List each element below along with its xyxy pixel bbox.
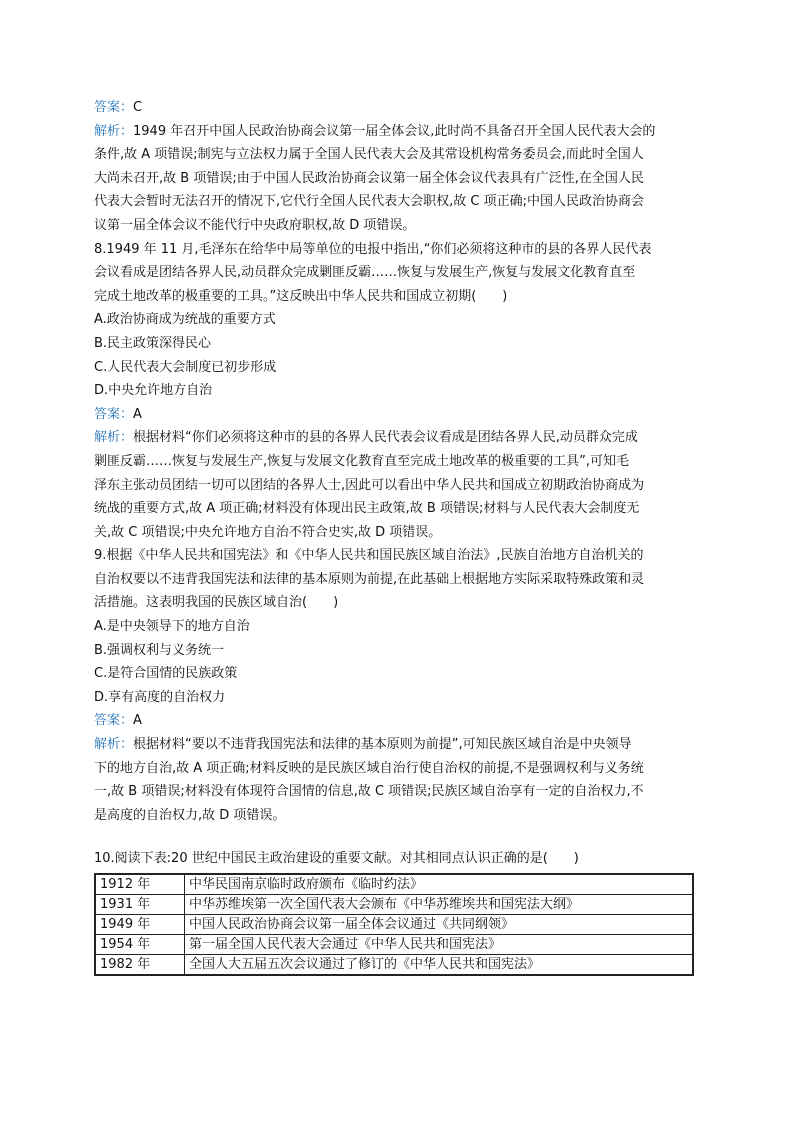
analysis-label: 解析：: [94, 737, 134, 753]
table-cell-event: 中国人民政治协商会议第一届全体会议通过《共同纲领》: [185, 915, 694, 935]
q9-answer: [94, 709, 700, 733]
q7-analysis-line: 条件,故 A 项错误;制宪与立法权力属于全国人民代表大会及其常设机构常务委员会,而此时全国人: [94, 147, 644, 163]
q9-analysis-line: 是高度的自治权力,故 D 项错误。: [94, 807, 286, 823]
q9-analysis-line: 解析：根据材料“要以不违背我国宪法和法律的基本原则为前提”,可知民族区域自治是中央领导: [94, 737, 632, 753]
analysis-label: 解析：: [94, 430, 134, 446]
table-cell-event: 中华民国南京临时政府颁布《临时约法》: [185, 874, 694, 895]
q8-option-c: C.人民代表大会制度已初步形成: [94, 359, 277, 375]
q9-option-c: C.是符合国情的民族政策: [94, 666, 238, 682]
q9-option-d: D.享有高度的自治权力: [94, 689, 226, 705]
q9-analysis-line: 下的地方自治,故 A 项正确;材料反映的是民族区域自治行使自治权的前提,不是强调权利与义务统: [94, 760, 644, 776]
q8-option-d: D.中央允许地方自治: [94, 383, 213, 399]
q9-option-b: B.强调权利与义务统一: [94, 642, 225, 658]
q9-stem-line: 自治权要以不违背我国宪法和法律的基本原则为前提,在此基础上根据地方实际采取特殊政策和灵: [94, 571, 645, 587]
q8-answer: [94, 403, 700, 427]
q8-analysis-line: 统战的重要方式,故 A 项正确;材料没有体现出民主政策,故 B 项错误;材料与人民代表大会制度无: [94, 501, 640, 517]
table-cell-year: 1912 年: [95, 874, 185, 895]
q9-option-a: A.是中央领导下的地方自治: [94, 619, 250, 635]
table-row: [95, 895, 693, 915]
answer-label: 答案：: [94, 406, 134, 422]
table-row: [95, 935, 693, 955]
table-cell-year: 1949 年: [95, 915, 185, 935]
table-row: [95, 874, 693, 895]
table-cell-year: 1982 年: [95, 955, 185, 976]
analysis-label: 解析：: [94, 123, 134, 139]
answer-label: 答案：: [94, 100, 134, 115]
q7-analysis-line: 解析：1949 年召开中国人民政治协商会议第一届全体会议,此时尚不具备召开全国人民代表大会的: [94, 123, 656, 139]
table-row: [95, 955, 693, 976]
q8-analysis-line: 解析：根据材料“你们必须将这种市的县的各界人民代表会议看成是团结各界人民,动员群众完成: [94, 430, 638, 446]
q7-analysis-line: 大尚未召开,故 B 项错误;由于中国人民政治协商会议第一届全体会议代表具有广泛性,在全国人民: [94, 170, 644, 186]
q8-stem-line: 8.1949 年 11 月,毛泽东在给华中局等单位的电报中指出,“你们必须将这种市的县的各界人民代表: [94, 241, 652, 257]
table-cell-event: 全国人大五届五次会议通过了修订的《中华人民共和国宪法》: [185, 955, 694, 976]
answer-value: A: [133, 406, 142, 422]
q7-answer: [94, 96, 700, 120]
q8-option-a: A.政治协商成为统战的重要方式: [94, 312, 276, 328]
q9-stem-line: 9.根据《中华人民共和国宪法》和《中华人民共和国民族区域自治法》,民族自治地方自治机关的: [94, 548, 644, 564]
table-cell-year: 1931 年: [95, 895, 185, 915]
q7-analysis-line: 代表大会暂时无法召开的情况下,它代行全国人民代表大会职权,故 C 项正确;中国人民政治协商会: [94, 194, 644, 210]
q8-analysis-line: 剿匪反霸……恢复与发展生产,恢复与发展文化教育直至完成土地改革的极重要的工具”,可知毛: [94, 453, 630, 469]
answer-value: A: [133, 713, 142, 729]
table-cell-event: 第一届全国人民代表大会通过《中华人民共和国宪法》: [185, 935, 694, 955]
q7-analysis-line: 议第一届全体会议不能代行中央政府职权,故 D 项错误。: [94, 217, 416, 233]
table-row: [95, 915, 693, 935]
q8-option-b: B.民主政策深得民心: [94, 335, 212, 351]
q8-analysis-line: 泽东主张动员团结一切可以团结的各界人士,因此可以看出中华人民共和国成立初期政治协商成为: [94, 477, 645, 493]
q8-stem-line: 会议看成是团结各界人民,动员群众完成剿匪反霸……恢复与发展生产,恢复与发展文化教育直至: [94, 265, 636, 281]
answer-value: C: [133, 100, 143, 115]
q8-analysis-line: 关,故 C 项错误;中央允许地方自治不符合史实,故 D 项错误。: [94, 524, 442, 540]
q10-stem: 10.阅读下表:20 世纪中国民主政治建设的重要文献。对其相同点认识正确的是( ): [94, 851, 579, 867]
table-cell-event: 中华苏维埃第一次全国代表大会颁布《中华苏维埃共和国宪法大纲》: [185, 895, 694, 915]
spacer: [94, 827, 700, 847]
answer-label: 答案：: [94, 713, 134, 729]
document-page: [94, 96, 700, 976]
q9-stem-line: 活措施。这表明我国的民族区域自治( ): [94, 595, 339, 611]
q9-analysis-line: 一,故 B 项错误;材料没有体现符合国情的信息,故 C 项错误;民族区域自治享有一定的自治权力,不: [94, 784, 644, 800]
documents-table: [94, 873, 694, 976]
q8-stem-line: 完成土地改革的极重要的工具。”这反映出中华人民共和国成立初期( ): [94, 288, 508, 304]
table-cell-year: 1954 年: [95, 935, 185, 955]
